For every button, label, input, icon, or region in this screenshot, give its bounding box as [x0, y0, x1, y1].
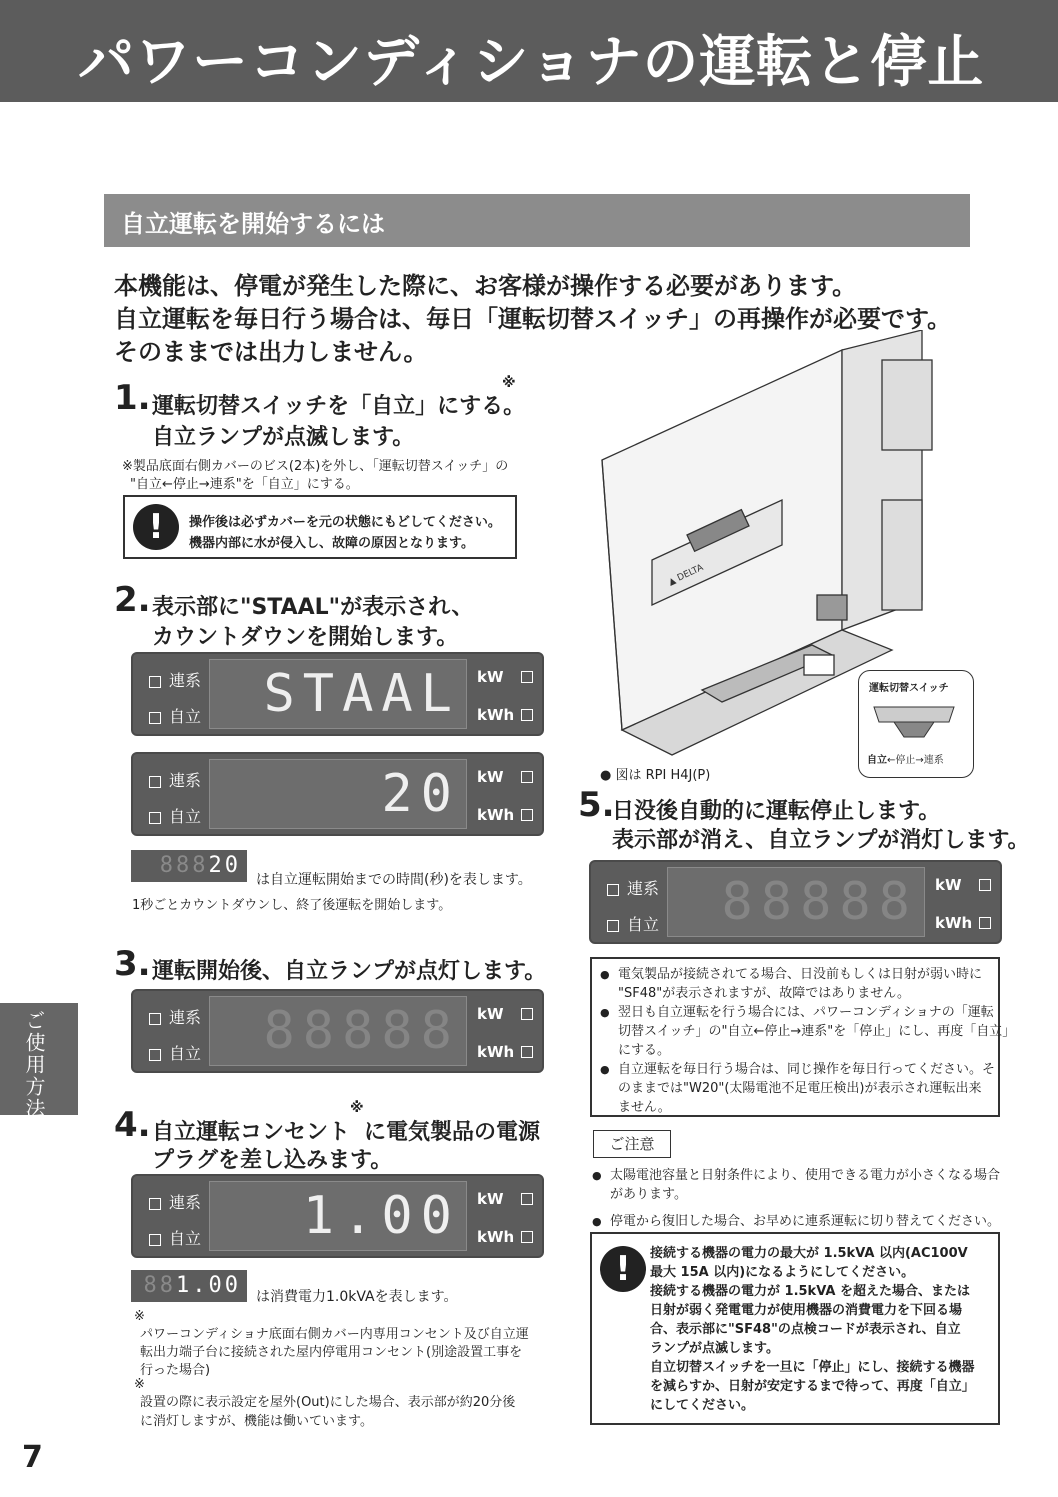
intro-line-2: 自立運転を毎日行う場合は、毎日「運転切替スイッチ」の再操作が必要です。	[114, 305, 952, 333]
kw-label: kW	[477, 1190, 504, 1208]
kwh-lamp-icon	[979, 917, 991, 929]
step-2-note-1: は自立運転開始までの時間(秒)を表します。	[256, 872, 532, 888]
self-lamp-icon	[149, 1234, 161, 1246]
mini-dim-digits: 888	[159, 853, 209, 878]
display-panel-stopped	[589, 860, 1002, 944]
step-4-fn-2b: に消灯しますが、機能は働いています。	[140, 1414, 373, 1429]
caution-item-1-cont: があります。	[610, 1187, 687, 1202]
step-5-line-1: 日没後自動的に運転停止します。	[612, 799, 941, 824]
display-panel-countdown	[131, 752, 544, 836]
display-panel-load	[131, 1174, 544, 1258]
mini-value: 20	[208, 853, 241, 878]
step-4-number: 4.	[114, 1105, 151, 1145]
kw-label: kW	[477, 1005, 504, 1023]
step-4-fn-1a: パワーコンディショナ底面右側カバー内専用コンセント及び自立運	[140, 1327, 529, 1342]
segment-display	[209, 659, 467, 729]
switch-pos-b: ←停止→連系	[887, 755, 944, 766]
kwh-label: kWh	[477, 706, 515, 724]
display-value: STAAL	[263, 664, 460, 724]
section-heading: 自立運転を開始するには	[121, 210, 385, 238]
mini-display-20	[131, 850, 247, 882]
page-title: パワーコンディショナの運転と停止	[78, 30, 985, 95]
step-2-number: 2.	[114, 580, 151, 620]
self-lamp-blinking-icon	[149, 812, 161, 824]
kw-lamp-icon	[979, 879, 991, 891]
kwh-label: kWh	[477, 1043, 515, 1061]
warning-2-line: 自立切替スイッチを一旦に「停止」にし、接続する機器	[650, 1360, 975, 1375]
step-4-fn-mark-1: ※	[134, 1309, 145, 1324]
kw-lamp-icon	[521, 1008, 533, 1020]
warning-icon: !	[133, 504, 179, 550]
note-item-cont: "SF48"が表示されますが、故障ではありません。	[618, 986, 911, 1001]
warning-2-line: 接続する機器の電力が 1.5kVA を超えた場合、または	[650, 1284, 970, 1299]
step-3-number: 3.	[114, 944, 151, 984]
kw-label: kW	[477, 768, 504, 786]
kwh-label: kWh	[477, 806, 515, 824]
warning-2-line: 接続する機器の電力の最大が 1.5kVA 以内(AC100V	[650, 1246, 968, 1261]
step-4-fn-2a: 設置の際に表示設定を屋外(Out)にした場合、表示部が約20分後	[140, 1395, 516, 1410]
step-2-line-1: 表示部に"STAAL"が表示され、	[152, 595, 474, 620]
caution-item-2: ● 停電から復旧した場合、お早めに連系運転に切り替えてください。	[592, 1212, 1000, 1231]
self-label: 自立	[169, 707, 202, 726]
kw-label: kW	[477, 668, 504, 686]
step-4-fn-mark-2: ※	[134, 1377, 145, 1392]
segment-display	[209, 1181, 467, 1251]
kw-lamp-icon	[521, 671, 533, 683]
side-tab-label: ご使用方法	[22, 1010, 46, 1120]
switch-pos-a: 自立	[867, 755, 887, 766]
kwh-lamp-icon	[521, 1231, 533, 1243]
warning-icon: !	[600, 1246, 646, 1292]
kwh-lamp-icon	[521, 709, 533, 721]
switch-icon	[869, 697, 963, 743]
display-value: 88888	[721, 872, 918, 932]
step-2-note-2: 1秒ごとカウントダウンし、終了後運転を開始します。	[132, 898, 452, 913]
figure-caption: ● 図は RPI H4J(P)	[600, 768, 711, 783]
side-bracket-bottom	[882, 500, 922, 610]
step-4-fn-1c: 行った場合)	[140, 1363, 211, 1378]
segment-display	[667, 867, 925, 937]
note-item-cont: 切替スイッチ」の"自立←停止→連系"を「停止」にし、再度「自立」	[618, 1024, 1016, 1039]
warning-box-2	[590, 1232, 1000, 1425]
step-2-line-2: カウントダウンを開始します。	[152, 625, 459, 650]
grid-lamp-icon	[607, 884, 619, 896]
notes-box	[590, 957, 1016, 1117]
note-item-cont: ません。	[618, 1100, 671, 1115]
grid-lamp-icon	[149, 1198, 161, 1210]
self-lamp-icon	[149, 1049, 161, 1061]
grid-lamp-icon	[149, 776, 161, 788]
warning-1-line-1: 操作後は必ずカバーを元の状態にもどしてください。	[189, 515, 501, 530]
grid-label: 連系	[169, 671, 202, 690]
cover-plate	[804, 655, 834, 675]
warning-2-line: 日射が弱く発電電力が使用機器の消費電力を下回る場	[650, 1303, 963, 1318]
step-4-mark: ※	[350, 1100, 364, 1116]
mini-display-100	[131, 1270, 247, 1302]
caution-item-1: ● 太陽電池容量と日射条件により、使用できる電力が小さくなる場合	[592, 1166, 1000, 1185]
note-item: ● 翌日も自立運転を行う場合には、パワーコンディショナの「運転	[600, 1003, 1015, 1022]
warning-2-line: 最大 15A 以内)になるようにしてください。	[650, 1265, 915, 1280]
intro-line-1: 本機能は、停電が発生した際に、お客様が操作する必要があります。	[114, 272, 857, 300]
grid-label: 連系	[169, 771, 202, 790]
note-item: ● 自立運転を毎日行う場合は、同じ操作を毎日行ってください。そ	[600, 1060, 1015, 1079]
display-value: 88888	[263, 1001, 460, 1061]
step-4-line-2: プラグを差し込みます。	[152, 1148, 393, 1173]
step-1-number: 1.	[114, 378, 151, 418]
self-label: 自立	[169, 1229, 202, 1248]
kw-lamp-icon	[521, 771, 533, 783]
kw-lamp-icon	[521, 1193, 533, 1205]
figure-panel-logo: ▲ DELTA	[667, 562, 705, 588]
grid-lamp-icon	[149, 1013, 161, 1025]
grid-lamp-icon	[149, 676, 161, 688]
display-value: 20	[381, 764, 460, 824]
segment-display	[209, 759, 467, 829]
page-number: 7	[22, 1440, 43, 1475]
kwh-label: kWh	[477, 1228, 515, 1246]
kwh-lamp-icon	[521, 1046, 533, 1058]
warning-2-line: ランプが点滅します。	[650, 1341, 779, 1356]
step-1-line-1: 運転切替スイッチを「自立」にする。	[152, 394, 526, 419]
intro-line-3: そのままでは出力しません。	[114, 338, 428, 366]
side-bracket-top	[882, 360, 932, 450]
kwh-label: kWh	[935, 914, 973, 932]
self-label: 自立	[627, 915, 660, 934]
self-lamp-icon	[607, 920, 619, 932]
step-5-line-2: 表示部が消え、自立ランプが消灯します。	[612, 828, 1030, 853]
step-1-mark: ※	[502, 375, 516, 391]
segment-display	[209, 996, 467, 1066]
step-4-note-1: は消費電力1.0kVAを表します。	[256, 1289, 458, 1305]
grid-label: 連系	[169, 1008, 202, 1027]
step-1-footnote-1: ※製品底面右側カバーのビス(2本)を外し、「運転切替スイッチ」の	[122, 459, 509, 474]
step-4-fn-1b: 転出力端子台に接続された屋内停電用コンセント(別途設置工事を	[140, 1345, 523, 1360]
step-1-line-2: 自立ランプが点滅します。	[152, 425, 415, 450]
warning-2-line: を減らすか、日射が安定するまで待って、再度「自立」	[650, 1379, 975, 1394]
kw-label: kW	[935, 876, 962, 894]
step-4-line-1: 自立運転コンセント	[152, 1120, 351, 1145]
display-panel-running	[131, 989, 544, 1073]
warning-2-line: にしてください。	[650, 1398, 755, 1413]
mini-value: 1.00	[176, 1273, 241, 1298]
note-item-cont: にする。	[618, 1043, 671, 1058]
switch-label: 運転切替スイッチ	[869, 683, 949, 694]
warning-1-line-2: 機器内部に水が侵入し、故障の原因となります。	[189, 536, 474, 551]
self-lamp-blinking-icon	[149, 712, 161, 724]
note-item: ● 電気製品が接続されてる場合、日没前もしくは日射が弱い時に	[600, 965, 1015, 984]
mini-dim-digits: 88	[143, 1273, 177, 1298]
step-1-footnote-2: "自立←停止→連系"を「自立」にする。	[130, 477, 359, 492]
step-5-number: 5.	[578, 785, 615, 825]
self-label: 自立	[169, 807, 202, 826]
grid-label: 連系	[627, 879, 660, 898]
warning-box-1	[123, 495, 517, 559]
warning-2-line: 合、表示部に"SF48"の点検コードが表示され、自立	[650, 1322, 961, 1337]
step-4-line-1b: に電気製品の電源	[364, 1120, 541, 1145]
display-panel-staal	[131, 652, 544, 736]
caution-label: ご注意	[593, 1130, 671, 1158]
self-label: 自立	[169, 1044, 202, 1063]
note-item-cont: のままでは"W20"(太陽電池不足電圧検出)が表示され運転出来	[618, 1081, 982, 1096]
grid-label: 連系	[169, 1193, 202, 1212]
display-value: 1.00	[302, 1186, 460, 1246]
kwh-lamp-icon	[521, 809, 533, 821]
step-3-line-1: 運転開始後、自立ランプが点灯します。	[152, 959, 547, 984]
switch-housing	[817, 595, 847, 620]
switch-callout	[858, 670, 974, 778]
